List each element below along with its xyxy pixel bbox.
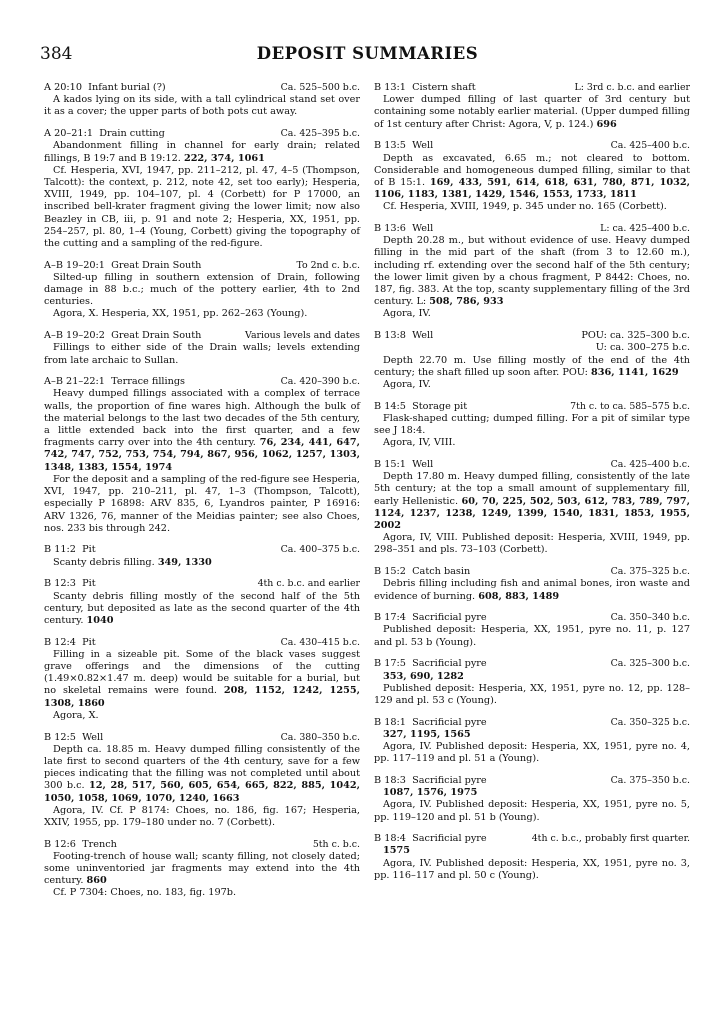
entry-description: A kados lying on its side, with a tall cylindrical stand set over it as a cover; the upper parts of both pots cut away. (44, 94, 360, 118)
deposit-id: A–B 21–22:1 (44, 376, 105, 388)
deposit-name: Great Drain South (111, 259, 202, 271)
entry-heading (44, 330, 360, 342)
entry-heading (44, 578, 360, 590)
deposit-date: 4th c. b.c. and earlier (257, 578, 360, 590)
entry-heading (374, 717, 690, 729)
catalog-numbers: 60, 70, 225, 502, 503, 612, 783, 789, 797, 1124, 1237, 1238, 1249, 1399, 1540, 1831, 1853, 1955, 2002 (374, 495, 690, 531)
entry-heading (44, 637, 360, 649)
catalog-numbers: 349, 1330 (157, 556, 212, 568)
catalog-numbers: 208, 1152, 1242, 1255, 1308, 1860 (44, 685, 361, 709)
entry-description: Debris filling including fish and animal bones, iron waste and evidence of burning. 608, 883, 1489 (374, 578, 690, 602)
deposit-date: 4th c. b.c., probably first quarter. (531, 833, 690, 845)
entry-heading (374, 82, 690, 94)
catalog-numbers: 327, 1195, 1565 (383, 728, 471, 740)
entry-description: Depth ca. 18.85 m. Heavy dumped filling consistently of the late first to second quarters of the 4th century, save for a few pieces indicating that the filling was not completed until about 300 b.c. 12, 28, 517, 560, 605, 654, 665, 822, 885, 1042, 1050, 1058, 1069, 1070, 1240, 1663 (44, 743, 360, 804)
deposit-entry (44, 637, 360, 722)
deposit-date: 5th c. b.c. (312, 838, 360, 850)
deposit-name: Cistern shaft (412, 82, 476, 93)
entry-description: Published deposit: Hesperia, XX, 1951, pyre no. 12, pp. 128–129 and pl. 53 c (Young). (374, 682, 690, 706)
deposit-id: B 15:1 (374, 458, 406, 470)
deposit-name: Pit (82, 636, 96, 648)
deposit-id: B 12:3 (44, 578, 76, 590)
entry-description: Published deposit: Hesperia, XX, 1951, pyre no. 11, p. 127 and pl. 53 b (Young). (374, 624, 690, 648)
deposit-id: B 18:3 (374, 774, 406, 786)
deposit-date: Ca. 380–350 b.c. (280, 731, 360, 743)
deposit-date: Ca. 375–350 b.c. (610, 774, 690, 786)
entry-references: Cf. P 7304: Choes, no. 183, fig. 197b. (53, 887, 237, 899)
deposit-id: A–B 19–20:1 (44, 259, 105, 271)
deposit-entry (374, 140, 690, 213)
catalog-numbers: 222, 374, 1061 (183, 152, 265, 164)
deposit-id: A–B 19–20:2 (44, 330, 105, 342)
entry-references: Agora, IV, VIII. (383, 437, 456, 449)
deposit-name: Sacrificial pyre (412, 774, 487, 786)
deposit-name: Well (412, 140, 434, 152)
deposit-name: Pit (82, 544, 96, 556)
left-column (44, 82, 360, 909)
catalog-numbers: 836, 1141, 1629 (590, 366, 679, 378)
deposit-entry (374, 82, 690, 131)
deposit-id: B 18:1 (374, 716, 406, 728)
deposit-date: Various levels and dates (245, 330, 360, 342)
deposit-name: Terrace fillings (111, 376, 186, 388)
entry-heading (44, 82, 360, 94)
entry-description: Depth 17.80 m. Heavy dumped filling, consistently of the late 5th century; at the top a small amount of supplementary fill, early Hellenistic. 60, 70, 225, 502, 503, 612, 783, 789, 797, 1124, 1237, 1238, 1249, 1399, 1540, 1831, 1853, 1955, 2002 (374, 471, 690, 531)
deposit-id: B 14:5 (374, 400, 406, 412)
entry-heading (374, 775, 690, 787)
entry-description: Scanty debris filling mostly of the second half of the 5th century, but deposited as late as the second quarter of the 4th century. 1040 (44, 590, 360, 626)
entry-description: Agora, IV. Published deposit: Hesperia, XX, 1951, pyre no. 3, pp. 116–117 and pl. 50 c (Young). (374, 857, 690, 881)
entry-heading (44, 732, 360, 744)
deposit-name: Storage pit (412, 400, 468, 412)
entry-references: Cf. Hesperia, XVI, 1947, pp. 211–212, pl. 47, 4–5 (Thompson, Talcott): the context, p. 212, note 42, set too early); Hesperia, XVIII, 1949, pp. 104–107, pl. 4 (Corbett) for P 17000, an inscribed bell-krater fragment giving the lower limit; now also Beazley in CB, iii, p. 91 and note 2; Hesperia, XX, 1951, pp. 254–257, pl. 80, 1–4 (Young, Corbett) giving the topography of the cutting and a sampling of the red-figure. (44, 164, 360, 249)
deposit-name: Well (412, 458, 434, 470)
entry-description: Abandonment filling in channel for early drain; related fillings, B 19:7 and B 19:12. 222, 374, 1061 (44, 140, 360, 164)
entry-description: Heavy dumped fillings associated with a complex of terrace walls, the proportion of fine wares high. Although the bulk of the material belongs to the last two decades of the 5th century, a little extended back into the first quarter, and a few fragments carry over into the 4th century. 76, 234, 441, 647, 742, 747, 752, 753, 754, 794, 867, 956, 1062, 1257, 1303, 1348, 1383, 1554, 1974 (44, 388, 360, 473)
deposit-entry (44, 578, 360, 627)
deposit-date: 7th c. to ca. 585–575 b.c. (570, 400, 690, 412)
deposit-entry (44, 260, 360, 321)
deposit-entry (374, 775, 690, 824)
deposit-date: Ca. 425–400 b.c. (610, 140, 690, 152)
entry-heading (374, 401, 690, 413)
deposit-id: A 20:10 (44, 82, 82, 93)
deposit-entry (374, 330, 690, 391)
deposit-id: B 13:5 (374, 140, 406, 152)
deposit-entry (374, 459, 690, 557)
entry-description: Filling in a sizeable pit. Some of the black vases suggest grave offerings and the dimensions of the cutting (1.49×0.82×1.47 m. deep) would be suitable for a burial, but no skeletal remains were found. 208, 1152, 1242, 1255, 1308, 1860 (44, 648, 361, 709)
deposit-entry (44, 732, 360, 830)
entry-heading (44, 376, 360, 388)
deposit-id: B 15:2 (374, 566, 406, 578)
catalog-numbers: 860 (86, 875, 107, 887)
deposit-date: Ca. 420–390 b.c. (280, 376, 360, 388)
deposit-name: Catch basin (412, 566, 471, 578)
entry-heading (44, 839, 360, 851)
deposit-name: Well (412, 223, 434, 235)
entry-heading (374, 658, 690, 670)
catalog-numbers: 608, 883, 1489 (478, 590, 560, 602)
entry-heading (374, 833, 690, 845)
catalog-numbers: 12, 28, 517, 560, 605, 654, 665, 822, 885, 1042, 1050, 1058, 1069, 1070, 1240, 1663 (44, 780, 360, 804)
deposit-id: B 12:4 (44, 636, 76, 648)
page-header (40, 44, 695, 68)
entry-description: Silted-up filling in southern extension of Drain, following damage in 88 b.c.; much of the pottery earlier, 4th to 2nd centuries. (44, 271, 360, 308)
deposit-entry (374, 401, 690, 450)
deposit-date: Ca. 430–415 b.c. (280, 636, 360, 648)
deposit-date-upper: U: ca. 300–275 b.c. (595, 342, 690, 354)
catalog-numbers: 508, 786, 933 (429, 296, 504, 308)
deposit-name: Pit (82, 578, 96, 590)
entry-heading (374, 330, 690, 354)
deposit-entry (374, 612, 690, 649)
deposit-entry (374, 833, 690, 882)
entry-description: Fillings to either side of the Drain walls; levels extending from late archaic to Sullan. (44, 342, 360, 366)
deposit-entry (374, 566, 690, 603)
catalog-numbers: 1087, 1576, 1975 (383, 787, 478, 799)
deposit-entry (44, 376, 360, 535)
deposit-id: A 20–21:1 (44, 128, 94, 140)
deposit-entry (44, 82, 360, 119)
entry-heading (44, 260, 360, 272)
deposit-id: B 13:8 (374, 330, 406, 342)
entry-references: For the deposit and a sampling of the red-figure see Hesperia, XVI, 1947, pp. 210–211, pl. 47, 1–3 (Thompson, Talcott), especially P 16898: ARV 835, 6, Lyandros painter, P 16916: ARV 1326, 76, manner of the Meidias painter; see also Choes, nos. 233 bis through 242. (44, 473, 360, 534)
deposit-id: B 13:1 (374, 82, 406, 93)
entry-references: Agora, X. Hesperia, XX, 1951, pp. 262–263 (Young). (53, 308, 308, 320)
deposit-name: Sacrificial pyre (412, 658, 487, 670)
deposit-id: B 12:6 (44, 838, 76, 850)
deposit-entry (44, 839, 360, 900)
deposit-id: B 13:6 (374, 223, 406, 235)
entry-description: Agora, IV. Published deposit: Hesperia, XX, 1951, pyre no. 4, pp. 117–119 and pl. 51 a (Young). (374, 741, 690, 765)
deposit-name: Trench (82, 838, 117, 850)
entry-description: Agora, IV. Published deposit: Hesperia, XX, 1951, pyre no. 5, pp. 119–120 and pl. 51 b (Young). (374, 799, 690, 823)
deposit-date: Ca. 325–300 b.c. (610, 658, 690, 670)
entry-heading (374, 223, 690, 235)
deposit-date: Ca. 425–395 b.c. (280, 128, 360, 140)
entry-heading (44, 544, 360, 556)
catalog-numbers: 353, 690, 1282 (383, 670, 464, 682)
deposit-entry (44, 330, 360, 367)
deposit-date: L: 3rd c. b.c. and earlier (574, 82, 690, 93)
deposit-entry (374, 717, 690, 766)
right-column (374, 82, 690, 892)
entry-heading (374, 459, 690, 471)
deposit-date: L: ca. 425–400 b.c. (600, 223, 690, 235)
deposit-name: Well (82, 731, 104, 743)
entry-references: Agora, IV. (383, 308, 431, 320)
deposit-date: Ca. 350–340 b.c. (610, 612, 690, 624)
catalog-numbers: 696 (596, 118, 617, 130)
page-number: 384 (40, 44, 73, 64)
entry-references: Agora, IV. Cf. P 8174: Choes, no. 186, fig. 167; Hesperia, XXIV, 1955, pp. 179–180 under no. 7 (Corbett). (44, 804, 360, 828)
entry-references: Agora, X. (53, 709, 99, 721)
deposit-entry (374, 223, 690, 321)
deposit-id: B 18:4 (374, 833, 406, 845)
deposit-date: To 2nd c. b.c. (296, 259, 360, 271)
catalog-numbers: 169, 433, 591, 614, 618, 631, 780, 871, 1032, 1106, 1183, 1381, 1429, 1546, 1553, 1733, 1811 (374, 176, 690, 201)
entry-heading (44, 128, 360, 140)
entry-description: Lower dumped filling of last quarter of 3rd century but containing some notably earlier material. (Upper dumped filling of 1st century after Christ: Agora, V, p. 124.) 696 (374, 94, 690, 130)
entry-references: Agora, IV. (383, 378, 431, 390)
entry-description: Depth 20.28 m., but without evidence of use. Heavy dumped filling in the mid part of the shaft (from 3 to 12.60 m.), including rf. extending over the second half of the 5th century; the lower limit given by a chous fragment, P 8442: Choes, no. 187, fig. 383. At the top, scanty supplementary filling of the 3rd century. L: 508, 786, 933 (374, 235, 690, 308)
page-title: DEPOSIT SUMMARIES (256, 44, 479, 63)
entry-description: Depth as excavated, 6.65 m.; not cleared to bottom. Considerable and homogeneous dumped filling, similar to that of B 15:1. 169, 433, 591, 614, 618, 631, 780, 871, 1032, 1106, 1183, 1381, 1429, 1546, 1553, 1733, 1811 (374, 152, 690, 201)
catalog-numbers: 76, 234, 441, 647, 742, 747, 752, 753, 754, 794, 867, 956, 1062, 1257, 1303, 1348, 1383, 1554, 1974 (44, 437, 360, 473)
entry-heading (374, 566, 690, 578)
deposit-date: Ca. 525–500 b.c. (280, 82, 360, 93)
deposit-name: Drain cutting (99, 128, 165, 140)
deposit-id: B 17:4 (374, 612, 406, 624)
deposit-name: Well (412, 330, 434, 342)
catalog-numbers: 1575 (383, 845, 410, 857)
entry-references: Agora, IV, VIII. Published deposit: Hesperia, XVIII, 1949, pp. 298–351 and pls. 73–103 (Corbett). (374, 532, 690, 556)
entry-description: Scanty debris filling. 349, 1330 (53, 556, 212, 568)
entry-heading (374, 612, 690, 624)
entry-description: Depth 22.70 m. Use filling mostly of the end of the 4th century; the shaft filled up soon after. POU: 836, 1141, 1629 (374, 354, 690, 378)
deposit-date: POU: ca. 325–300 b.c. (581, 330, 690, 342)
deposit-entry (44, 128, 360, 250)
catalog-numbers: 1040 (86, 614, 114, 626)
deposit-name: Infant burial (?) (88, 82, 166, 93)
entry-references: Cf. Hesperia, XVIII, 1949, p. 345 under no. 165 (Corbett). (383, 201, 667, 213)
deposit-name: Great Drain South (111, 330, 202, 342)
entry-description: Flask-shaped cutting; dumped filling. For a pit of similar type see J 18:4. (374, 412, 690, 437)
deposit-date: Ca. 350–325 b.c. (610, 716, 690, 728)
entry-description: Footing-trench of house wall; scanty filling, not closely dated; some uninventoried jar fragments may extend into the 4th century. 860 (44, 850, 360, 887)
deposit-entry (44, 544, 360, 568)
deposit-name: Sacrificial pyre (412, 716, 487, 728)
deposit-name: Sacrificial pyre (412, 833, 487, 845)
deposit-entry (374, 658, 690, 707)
entry-heading (374, 140, 690, 152)
deposit-id: B 12:5 (44, 731, 76, 743)
deposit-date: Ca. 425–400 b.c. (610, 458, 690, 470)
deposit-id: B 17:5 (374, 658, 406, 670)
deposit-id: B 11:2 (44, 544, 76, 556)
deposit-name: Sacrificial pyre (412, 612, 487, 624)
deposit-date: Ca. 400–375 b.c. (280, 544, 360, 556)
deposit-date: Ca. 375–325 b.c. (610, 566, 690, 578)
